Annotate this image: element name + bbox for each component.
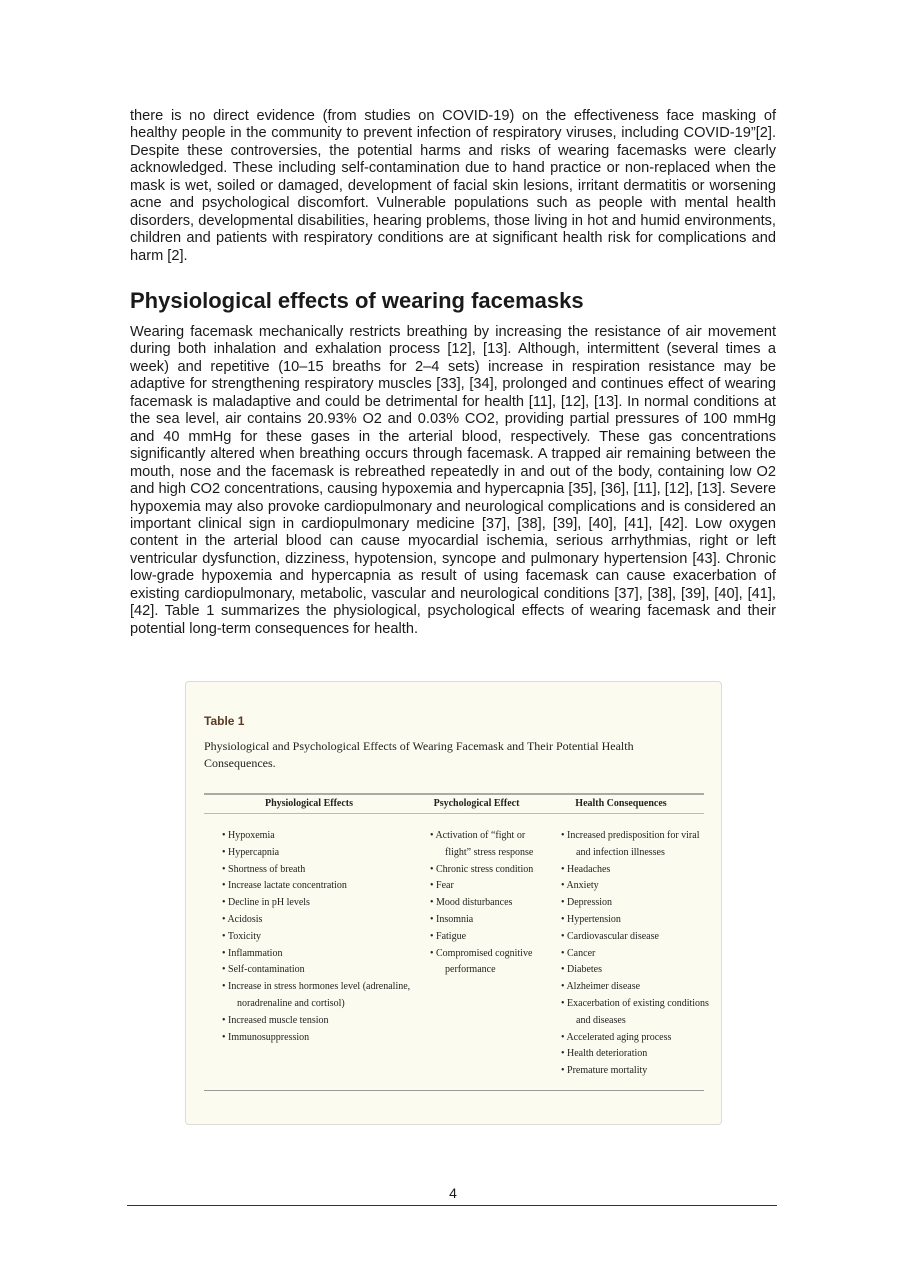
psychological-effects-list (430, 828, 548, 979)
list-item: • Compromised cognitive performance (430, 946, 548, 980)
list-item: • Increase lactate concentration (222, 878, 427, 895)
list-item: • Acidosis (222, 912, 427, 929)
list-item: • Health deterioration (561, 1046, 716, 1063)
list-item: • Cardiovascular disease (561, 929, 716, 946)
table-top-rule (204, 793, 704, 795)
column-header: Physiological Effects (264, 798, 354, 809)
list-item: • Increased muscle tension (222, 1013, 427, 1030)
list-item: • Increase in stress hormones level (adrenaline, noradrenaline and cortisol) (222, 979, 427, 1013)
list-item: • Accelerated aging process (561, 1030, 716, 1047)
table-header-rule (204, 813, 704, 814)
list-item: • Inflammation (222, 946, 427, 963)
list-item: • Cancer (561, 946, 716, 963)
list-item: • Immunosuppression (222, 1030, 427, 1047)
page-number: 4 (449, 1185, 457, 1201)
physiological-effects-list (222, 828, 427, 1046)
list-item: • Hypertension (561, 912, 716, 929)
list-item: • Chronic stress condition (430, 862, 548, 879)
list-item: • Increased predisposition for viral and infection illnesses (561, 828, 716, 862)
list-item: • Diabetes (561, 962, 716, 979)
section-heading: Physiological effects of wearing facemasks (130, 288, 584, 313)
column-header: Psychological Effect (433, 798, 520, 809)
list-item: • Exacerbation of existing conditions and diseases (561, 996, 716, 1030)
list-item: • Mood disturbances (430, 895, 548, 912)
list-item: • Self-contamination (222, 962, 427, 979)
footer-rule (127, 1205, 777, 1206)
list-item: • Fatigue (430, 929, 548, 946)
health-consequences-list (561, 828, 716, 1080)
list-item: • Depression (561, 895, 716, 912)
list-item: • Insomnia (430, 912, 548, 929)
table-caption: Physiological and Psychological Effects of Wearing Facemask and Their Potential Health Consequences. (204, 739, 634, 770)
list-item: • Hypoxemia (222, 828, 427, 845)
list-item: • Shortness of breath (222, 862, 427, 879)
table-figure (185, 681, 722, 1125)
list-item: • Toxicity (222, 929, 427, 946)
list-item: • Alzheimer disease (561, 979, 716, 996)
list-item: • Headaches (561, 862, 716, 879)
table-bottom-rule (204, 1090, 704, 1091)
body-paragraph: there is no direct evidence (from studies on COVID-19) on the effectiveness face masking of healthy people in the community to prevent infection of respiratory viruses, including COVID-19”[2]. Despite these controversies, the potential harms and risks of wearing facemasks were clearly acknowledged. These including self-contamination due to hand practice or non-replaced when the mask is wet, soiled or damaged, development of facial skin lesions, irritant dermatitis or worsening acne and psychological discomfort. Vulnerable populations such as people with mental health disorders, developmental disabilities, hearing problems, those living in hot and humid environments, children and patients with respiratory conditions are at significant health risk for complications and harm [2]. (130, 108, 776, 264)
list-item: • Activation of “fight or flight” stress response (430, 828, 548, 862)
body-paragraph: Wearing facemask mechanically restricts breathing by increasing the resistance of air movement during both inhalation and exhalation process [12], [13]. Although, intermittent (several times a week) and repetitive (10–15 breaths for 2–4 sets) increase in respiration resistance may be adaptive for strengthening respiratory muscles [33], [34], prolonged and continues effect of wearing facemask is maladaptive and could be detrimental for health [11], [12], [13]. In normal conditions at the sea level, air contains 20.93% O2 and 0.03% CO2, providing partial pressures of 100 mmHg and 40 mmHg for these gases in the arterial blood, respectively. These gas concentrations significantly altered when breathing occurs through facemask. A trapped air remaining between the mouth, nose and the facemask is rebreathed repeatedly in and out of the body, containing low O2 and high CO2 concentrations, causing hypoxemia and hypercapnia [35], [36], [11], [12], [13]. Severe hypoxemia may also provoke cardiopulmonary and neurological complications and is considered an important clinical sign in cardiopulmonary medicine [37], [38], [39], [40], [41], [42]. Low oxygen content in the arterial blood can cause myocardial ischemia, serious arrhythmias, right or left ventricular dysfunction, dizziness, hypotension, syncope and pulmonary hypertension [43]. Chronic low-grade hypoxemia and hypercapnia as result of using facemask can cause exacerbation of existing cardiopulmonary, metabolic, vascular and neurological conditions [37], [38], [39], [40], [41], [42]. Table 1 summarizes the physiological, psychological effects of wearing facemask and their potential long-term consequences for health. (130, 324, 776, 637)
table-label: Table 1 (204, 714, 245, 728)
list-item: • Hypercapnia (222, 845, 427, 862)
list-item: • Decline in pH levels (222, 895, 427, 912)
list-item: • Fear (430, 878, 548, 895)
list-item: • Premature mortality (561, 1063, 716, 1080)
column-header: Health Consequences (575, 798, 667, 809)
list-item: • Anxiety (561, 878, 716, 895)
